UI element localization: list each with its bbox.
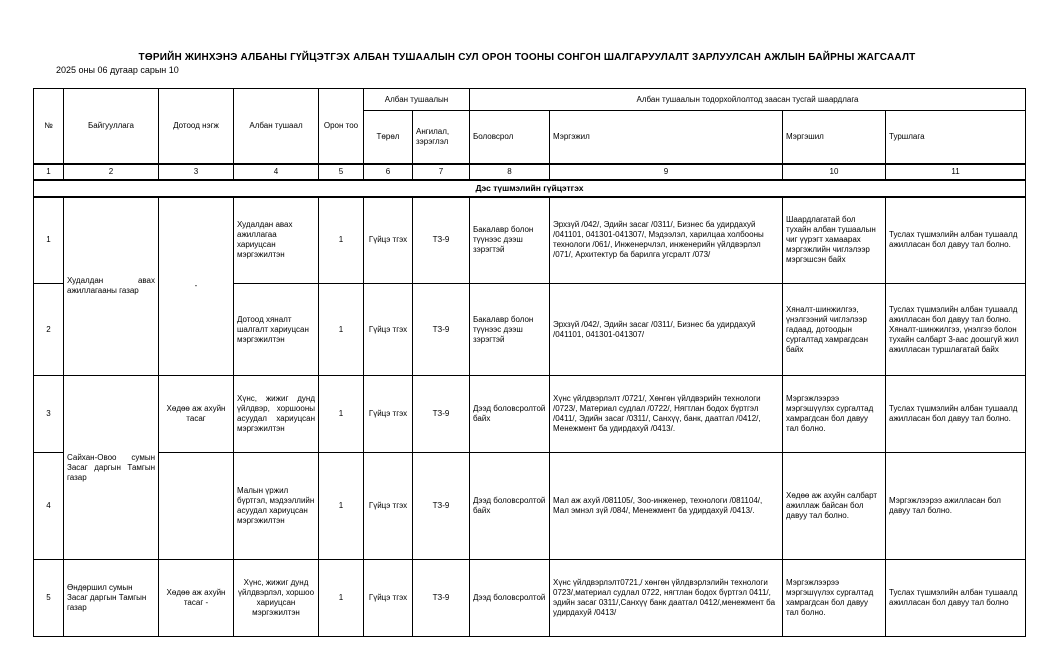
cell-education: Бакалавр болон түүнээс дээш зэрэгтэй xyxy=(470,284,550,376)
header-row-group xyxy=(34,89,1026,111)
table-row xyxy=(34,197,1026,284)
cell-no: 4 xyxy=(34,453,64,560)
col-num-9: 9 xyxy=(550,164,783,180)
cell-no: 2 xyxy=(34,284,64,376)
cell-position: Малын үржил бүртгэл, мэдээллийн асуудал хариуцсан мэргэжилтэн xyxy=(234,453,319,560)
cell-type: Гүйцэ тгэх xyxy=(364,453,413,560)
cell-specialization: Мэргэжлээрээ мэргэшүүлэх сургалтад хамрагдсан бол давуу тал болно. xyxy=(783,376,886,453)
cell-count: 1 xyxy=(319,560,364,637)
header-type: Төрөл xyxy=(364,111,413,164)
cell-type: Гүйцэ тгэх xyxy=(364,197,413,284)
cell-specialization: Мэргэжлээрээ мэргэшүүлэх сургалтад хамрагдсан бол давуу тал болно. xyxy=(783,560,886,637)
cell-education: Дээд боловсролтой байх xyxy=(470,376,550,453)
cell-profession: Хүнс үйлдвэрлэлт0721,/ хөнгөн үйлдвэрлэлийн технологи 0723/,материал судлал 0722, нягтлан бодох бүртгэл 0411/, эдийн засаг 0311/,Санхүү банк даатгал 0412/,менежмент ба удирдахуй /0413/ xyxy=(550,560,783,637)
cell-count: 1 xyxy=(319,284,364,376)
cell-profession: Эрхзүй /042/, Эдийн засаг /0311/, Бизнес ба удирдахуй /041101, 041301-041307/, Мэдээлэл, харилцаа холбооны технологи /061/, Инженерчлэл, инженерийн үйлдвэрлэл /071/, Архитектур ба барилга угсралт /073/ xyxy=(550,197,783,284)
cell-type: Гүйцэ тгэх xyxy=(364,560,413,637)
cell-specialization: Хяналт-шинжилгээ, үнэлгээний чиглэлээр гадаад, дотоодын сургалтад хамрагдсан байх xyxy=(783,284,886,376)
cell-internal-unit xyxy=(159,453,234,560)
header-experience: Туршлага xyxy=(886,111,1026,164)
cell-internal-unit: Хөдөө аж ахуйн тасаг xyxy=(159,376,234,453)
table-row xyxy=(34,560,1026,637)
cell-position: Хүнс, жижиг дунд үйлдвэрлэл, хоршоо хариуцсан мэргэжилтэн xyxy=(234,560,319,637)
date-line: 2025 оны 06 дугаар сарын 10 xyxy=(56,65,179,75)
header-specialization: Мэргэшил xyxy=(783,111,886,164)
cell-experience: Мэргэжлээрээ ажилласан бол давуу тал болно. xyxy=(886,453,1026,560)
section-title: Дэс түшмэлийн гүйцэтгэх xyxy=(34,180,1026,197)
col-num-7: 7 xyxy=(413,164,470,180)
cell-classification: ТЗ-9 xyxy=(413,376,470,453)
header-vacancy-count: Орон тоо xyxy=(319,89,364,164)
header-position: Албан тушаал xyxy=(234,89,319,164)
cell-classification: ТЗ-9 xyxy=(413,284,470,376)
cell-count: 1 xyxy=(319,197,364,284)
col-num-2: 2 xyxy=(64,164,159,180)
cell-type: Гүйцэ тгэх xyxy=(364,284,413,376)
cell-internal-unit: Хөдөө аж ахуйн тасаг - xyxy=(159,560,234,637)
col-num-1: 1 xyxy=(34,164,64,180)
header-position-group: Албан тушаалын xyxy=(364,89,470,111)
cell-organization: Сайхан-Овоо сумын Засаг даргын Тамгын газар xyxy=(64,376,159,560)
cell-position: Дотоод хяналт шалгалт хариуцсан мэргэжилтэн xyxy=(234,284,319,376)
cell-count: 1 xyxy=(319,453,364,560)
cell-education: Бакалавр болон түүнээс дээш зэрэгтэй xyxy=(470,197,550,284)
cell-classification: ТЗ-9 xyxy=(413,560,470,637)
cell-profession: Хүнс үйлдвэрлэлт /0721/, Хөнгөн үйлдвэрийн технологи /0723/, Материал судлал /0722/, Нягтлан бодох бүртгэл /0411/, Эдийн засаг /0311/, Санхүү, банк, даатгал /0412/, Менежмент ба удирдахуй /0413/. xyxy=(550,376,783,453)
cell-organization: Худалдан авах ажиллагааны газар xyxy=(64,197,159,376)
header-profession: Мэргэжил xyxy=(550,111,783,164)
cell-experience: Туслах түшмэлийн албан тушаалд ажилласан бол давуу тал болно. xyxy=(886,376,1026,453)
cell-specialization: Хөдөө аж ахуйн салбарт ажиллаж байсан бол давуу тал болно. xyxy=(783,453,886,560)
header-organization: Байгууллага xyxy=(64,89,159,164)
col-num-4: 4 xyxy=(234,164,319,180)
cell-no: 1 xyxy=(34,197,64,284)
cell-experience: Туслах түшмэлийн албан тушаалд ажилласан бол давуу тал болно. xyxy=(886,197,1026,284)
cell-experience: Туслах түшмэлийн албан тушаалд ажилласан бол давуу тал болно xyxy=(886,560,1026,637)
header-internal-unit: Дотоод нэгж xyxy=(159,89,234,164)
cell-profession: Эрхзүй /042/, Эдийн засаг /0311/, Бизнес ба удирдахуй /041101, 041301-041307/ xyxy=(550,284,783,376)
document-title: ТӨРИЙН ЖИНХЭНЭ АЛБАНЫ ГҮЙЦЭТГЭХ АЛБАН ТУШААЛЫН СУЛ ОРОН ТООНЫ СОНГОН ШАЛГАРУУЛАЛТ ЗАРЛУУЛСАН АЖЛЫН БАЙРНЫ ЖАГСААЛТ xyxy=(138,52,916,63)
cell-classification: ТЗ-9 xyxy=(413,453,470,560)
cell-no: 3 xyxy=(34,376,64,453)
cell-education: Дээд боловсролтой байх xyxy=(470,453,550,560)
cell-education: Дээд боловсролтой xyxy=(470,560,550,637)
cell-position: Худалдан авах ажиллагаа хариуцсан мэргэжилтэн xyxy=(234,197,319,284)
cell-organization: Өндөршил сумын Засаг даргын Тамгын газар xyxy=(64,560,159,637)
header-classification: Ангилал, зэрэглэл xyxy=(413,111,470,164)
cell-profession: Мал аж ахуй /081105/, Зоо-инженер, технологи /081104/, Мал эмнэл зүй /084/, Менежмент ба удирдахуй /0413/. xyxy=(550,453,783,560)
col-num-10: 10 xyxy=(783,164,886,180)
cell-specialization: Шаардлагатай бол тухайн албан тушаалын чиг үүрэгт хамаарах мэргэжлийн чиглэлээр мэргэшсэн байх xyxy=(783,197,886,284)
col-num-5: 5 xyxy=(319,164,364,180)
cell-no: 5 xyxy=(34,560,64,637)
col-num-3: 3 xyxy=(159,164,234,180)
cell-classification: ТЗ-9 xyxy=(413,197,470,284)
table-row xyxy=(34,453,1026,560)
col-num-8: 8 xyxy=(470,164,550,180)
cell-experience: Туслах түшмэлийн албан тушаалд ажилласан бол давуу тал болно. Хяналт-шинжилгээ, үнэлгээ болон тухайн салбарт 3-аас доошгүй жил ажилласан туршлагатай байх xyxy=(886,284,1026,376)
cell-count: 1 xyxy=(319,376,364,453)
header-no: № xyxy=(34,89,64,164)
col-num-11: 11 xyxy=(886,164,1026,180)
header-education: Боловсрол xyxy=(470,111,550,164)
section-row xyxy=(34,180,1026,197)
cell-position: Хүнс, жижиг дунд үйлдвэр, хоршооны асуудал хариуцсан мэргэжилтэн xyxy=(234,376,319,453)
header-requirements-group: Албан тушаалын тодорхойлолтод заасан тусгай шаардлага xyxy=(470,89,1026,111)
column-number-row xyxy=(34,164,1026,180)
col-num-6: 6 xyxy=(364,164,413,180)
vacancy-table xyxy=(33,88,1026,637)
table-row xyxy=(34,376,1026,453)
cell-type: Гүйцэ тгэх xyxy=(364,376,413,453)
cell-internal-unit: - xyxy=(159,197,234,376)
